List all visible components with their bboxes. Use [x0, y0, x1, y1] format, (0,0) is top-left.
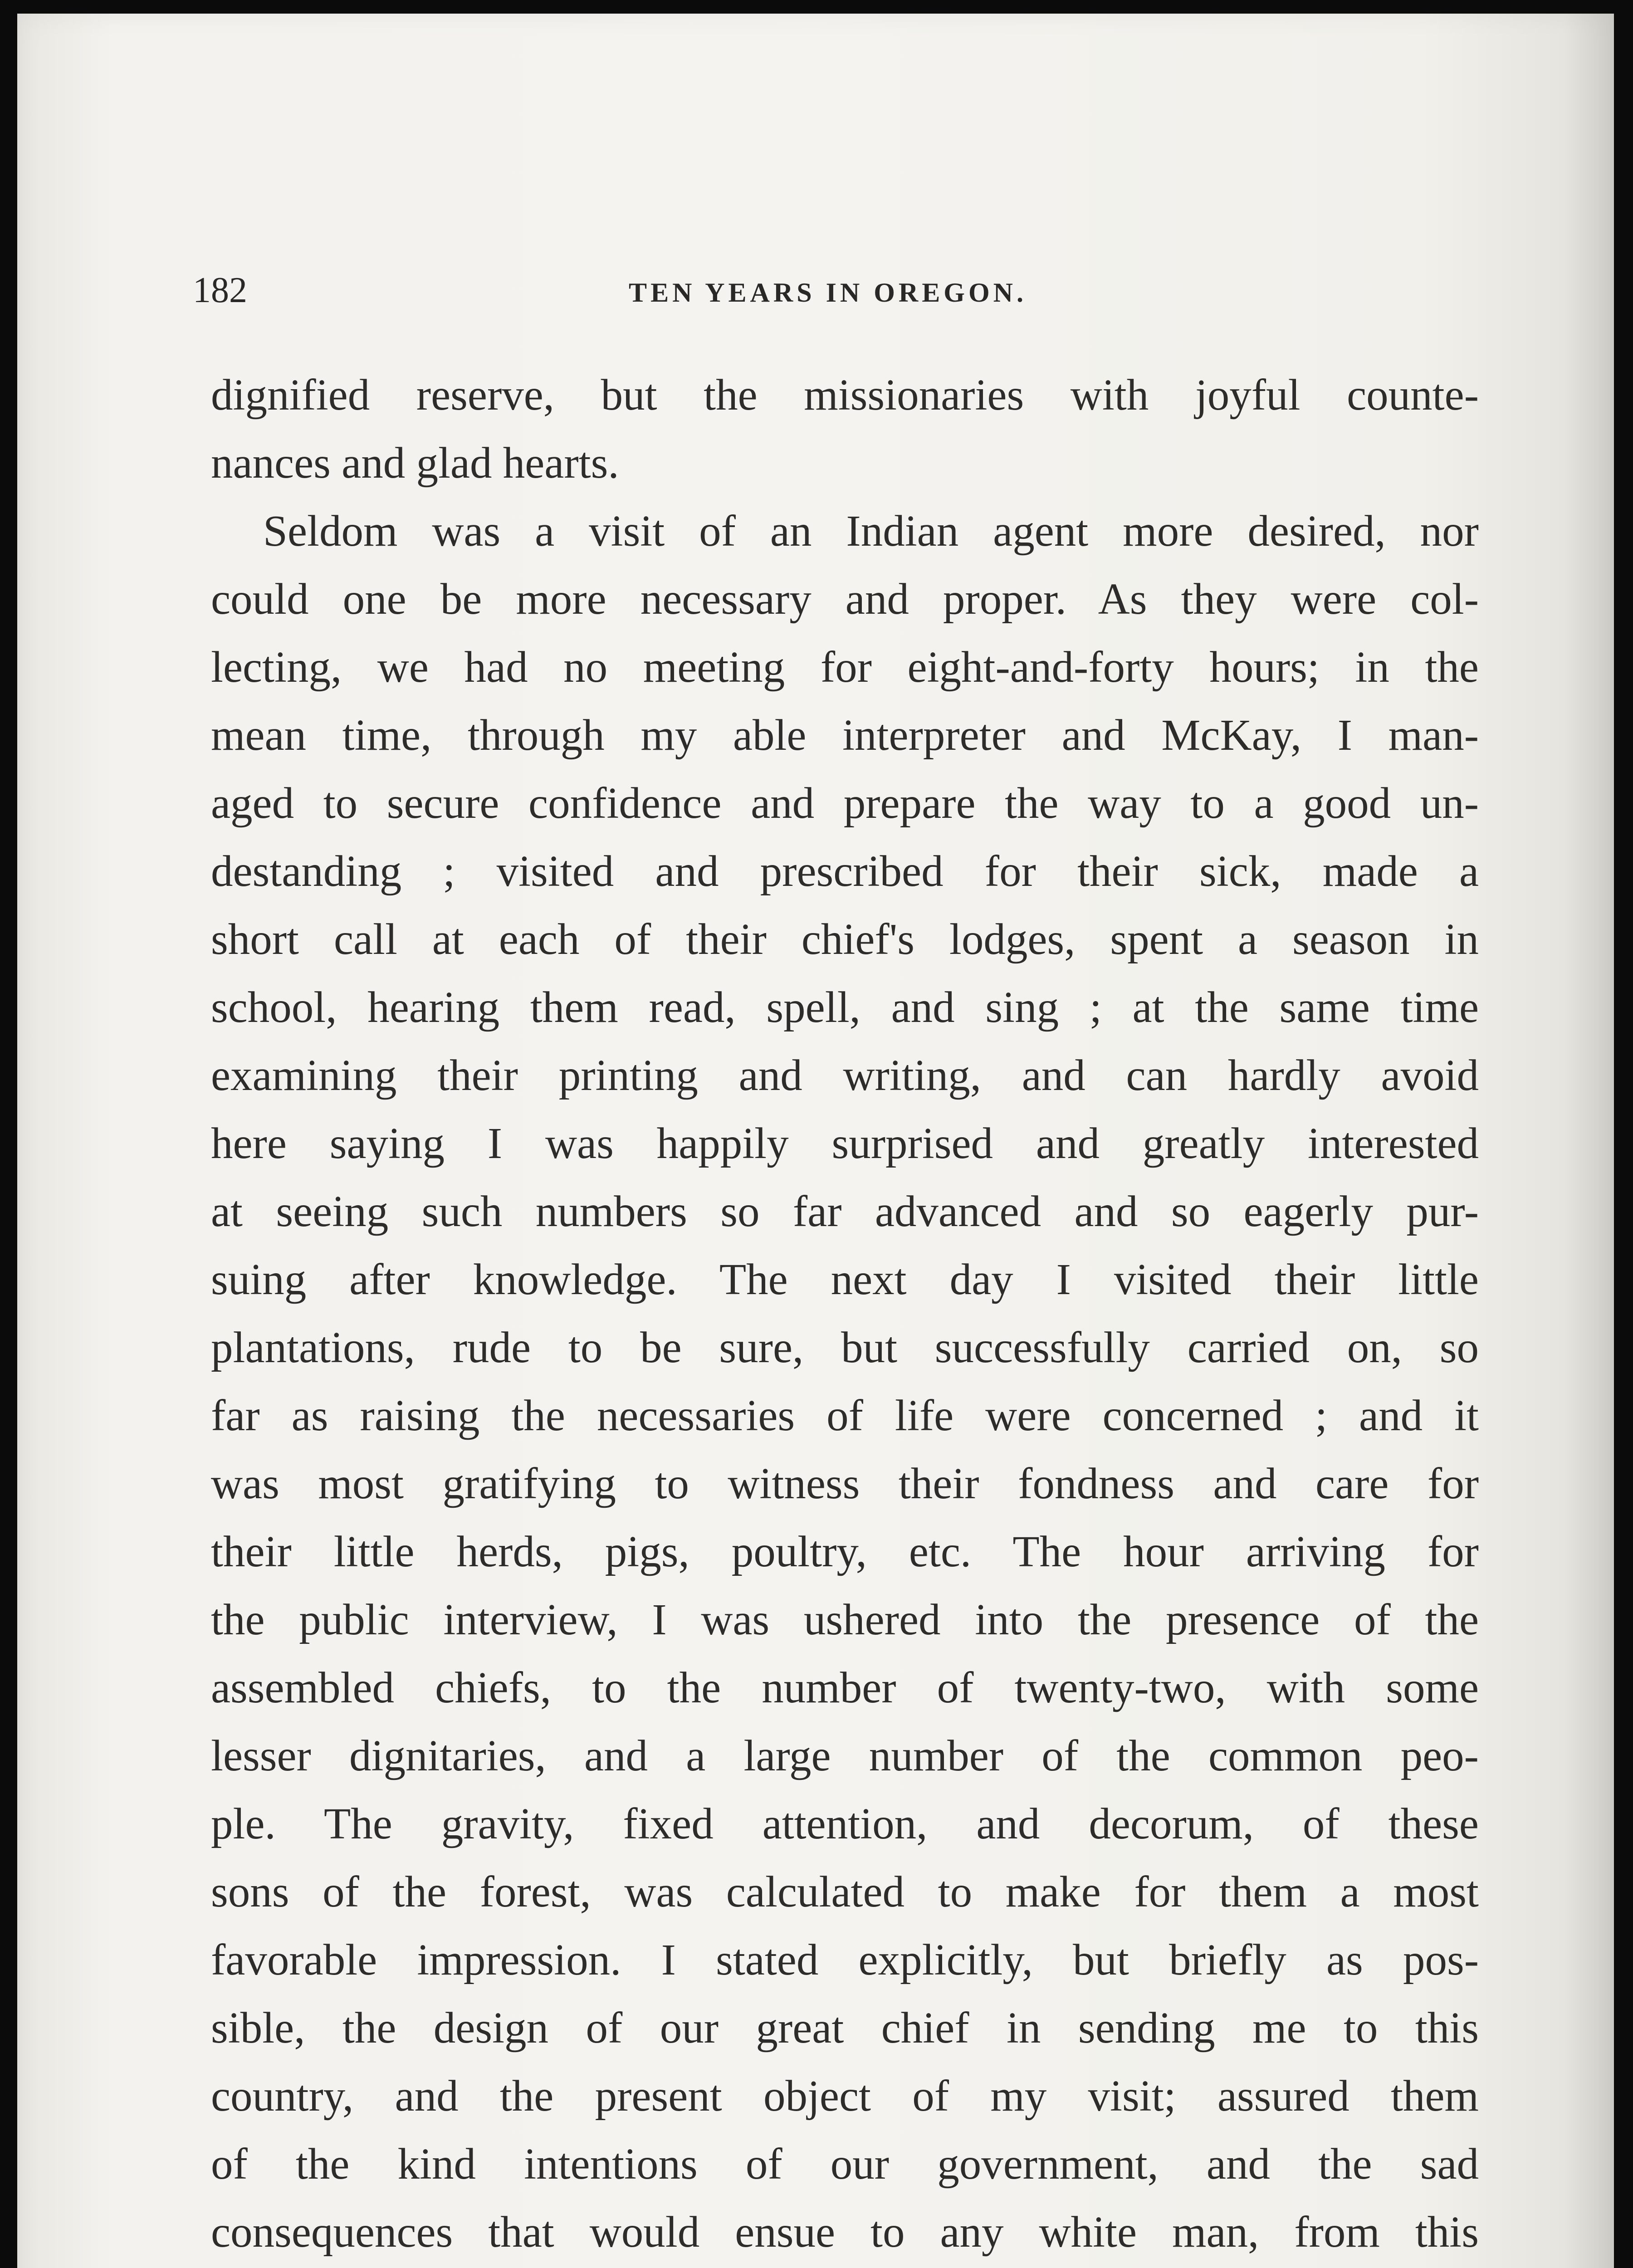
text-line: of the kind intentions of our government, and the sad [211, 2140, 1479, 2188]
text-line: sible, the design of our great chief in sending me to this [211, 2004, 1479, 2052]
text-line: sons of the forest, was calculated to make for them a most [211, 1867, 1479, 1916]
text-line: at seeing such numbers so far advanced and so eagerly pur- [211, 1187, 1479, 1236]
text-line [211, 2266, 1479, 2268]
text-line: lesser dignitaries, and a large number of the common peo- [211, 1731, 1479, 1780]
text-line: ple. The gravity, fixed attention, and decorum, of these [211, 1799, 1479, 1848]
text-line: country, and the present object of my visit; assured them [211, 2072, 1479, 2120]
text-line: could one be more necessary and proper. As they were col- [211, 575, 1479, 623]
text-line: examining their printing and writing, and can hardly avoid [211, 1051, 1479, 1100]
text-line: the public interview, I was ushered into the presence of the [211, 1595, 1479, 1644]
text-line: short call at each of their chief's lodges, spent a season in [211, 915, 1479, 963]
text-line: assembled chiefs, to the number of twenty-two, with some [211, 1663, 1479, 1712]
text-line: their little herds, pigs, poultry, etc. The hour arriving for [211, 1527, 1479, 1576]
text-line: favorable impression. I stated explicitly, but briefly as pos- [211, 1936, 1479, 1984]
text-line: suing after knowledge. The next day I visited their little [211, 1255, 1479, 1304]
text-line: school, hearing them read, spell, and sing ; at the same time [211, 983, 1479, 1031]
text-line: here saying I was happily surprised and greatly interested [211, 1119, 1479, 1168]
text-line: lecting, we had no meeting for eight-and-forty hours; in the [211, 643, 1479, 691]
body-text [211, 361, 1479, 2268]
text-line: was most gratifying to witness their fondness and care for [211, 1459, 1479, 1508]
text-line: consequences that would ensue to any white man, from this [211, 2208, 1479, 2256]
page-edge-shadow [1564, 14, 1614, 2268]
text-line: aged to secure confidence and prepare the way to a good un- [211, 779, 1479, 827]
text-line: mean time, through my able interpreter and McKay, I man- [211, 711, 1479, 759]
running-head: TEN YEARS IN OREGON. [629, 278, 1027, 308]
text-line: plantations, rude to be sure, but successfully carried on, so [211, 1323, 1479, 1372]
page-number: 182 [193, 270, 247, 310]
text-line: nances and glad hearts. [211, 439, 619, 487]
text-line: Seldom was a visit of an Indian agent more desired, nor [263, 507, 1479, 555]
text-line: far as raising the necessaries of life were concerned ; and it [211, 1391, 1479, 1440]
text-line: dignified reserve, but the missionaries with joyful counte- [211, 371, 1479, 419]
text-line: destanding ; visited and prescribed for their sick, made a [211, 847, 1479, 895]
page-header [193, 270, 1463, 311]
